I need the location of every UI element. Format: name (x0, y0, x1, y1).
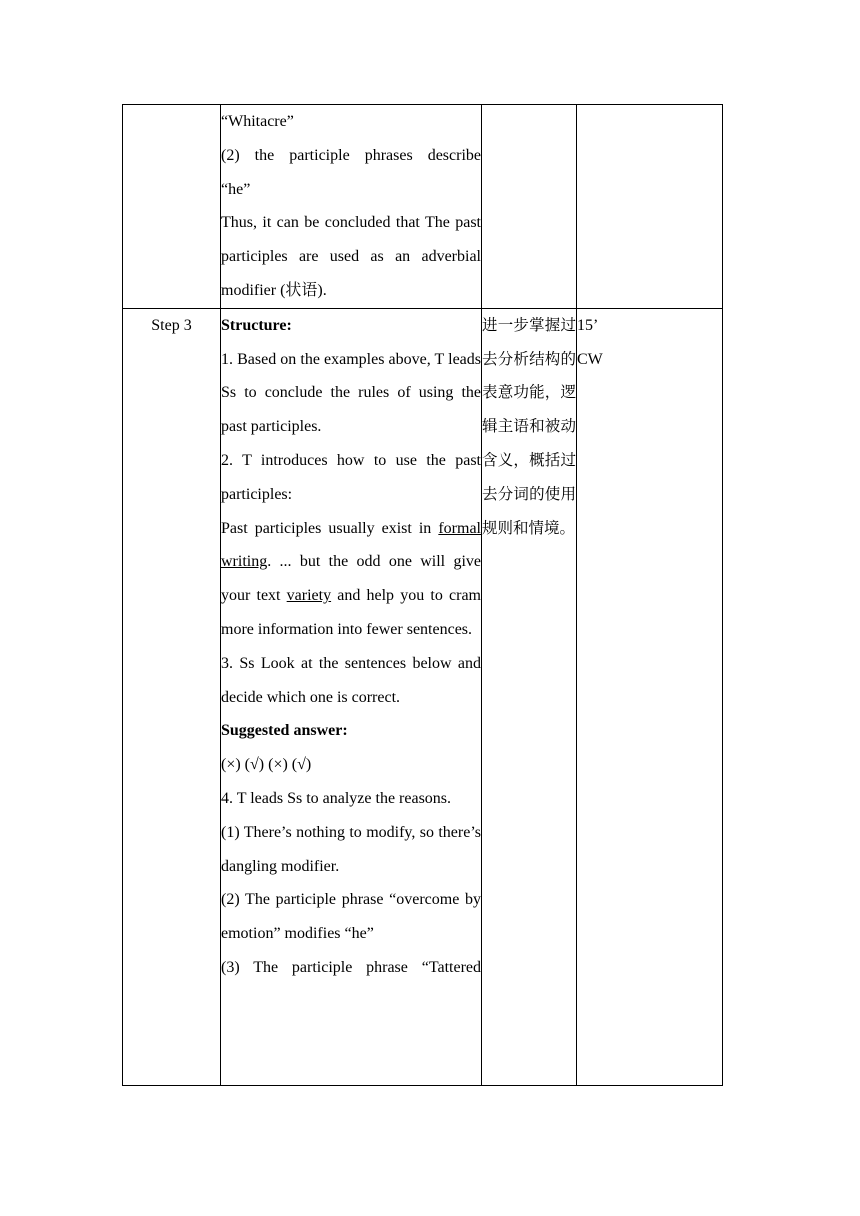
procedure-text: (2) the participle phrases describe (221, 146, 481, 164)
underlined-term: formal writing (221, 519, 481, 571)
procedure-text: Thus, it can be concluded that The past participles are used as an adverbial modifier (状语). (221, 214, 481, 299)
text-run: and help you to cram more information into fewer sentences. (221, 587, 481, 638)
text-run: Past participles usually exist in (221, 519, 439, 537)
step-cell (123, 105, 221, 309)
time-cell (577, 308, 723, 1085)
suggested-answer-heading: Suggested answer: (221, 722, 348, 740)
mode-value: CW (577, 350, 603, 368)
suggested-answer: (×) (√) (×) (√) (221, 756, 312, 774)
procedure-cell (221, 308, 482, 1085)
procedure-item: 4. T leads Ss to analyze the reasons. (221, 789, 452, 807)
procedure-item: 2. T introduces how to use the past participles: (221, 451, 481, 503)
table-row (123, 308, 723, 1085)
reason-item: (2) The participle phrase “overcome by emotion” modifies “he” (221, 891, 481, 943)
purpose-cell: 进一步掌握过去分析结构的表意功能，逻辑主语和被动含义，概括过去分词的使用规则和情境。 (482, 308, 577, 1085)
table-row (123, 105, 723, 309)
procedure-text: “he” (221, 180, 251, 198)
lesson-plan-table (122, 104, 723, 1086)
procedure-cell (221, 105, 482, 309)
text-run: . ... but the odd one will give your text (221, 553, 481, 605)
time-value: 15’ (577, 316, 599, 334)
procedure-item: 3. Ss Look at the sentences below and decide which one is correct. (221, 654, 481, 706)
structure-heading: Structure: (221, 316, 292, 334)
step-cell: Step 3 (123, 308, 221, 1085)
procedure-text: “Whitacre” (221, 113, 294, 130)
reason-item: (1) There’s nothing to modify, so there’s dangling modifier. (221, 823, 481, 875)
reason-item: (3) The participle phrase “Tattered (221, 958, 481, 976)
procedure-item: 1. Based on the examples above, T leads Ss to conclude the rules of using the past participles. (221, 350, 481, 436)
procedure-item (221, 512, 481, 647)
underlined-term: variety (286, 587, 332, 605)
time-cell (577, 105, 723, 309)
purpose-cell (482, 105, 577, 309)
